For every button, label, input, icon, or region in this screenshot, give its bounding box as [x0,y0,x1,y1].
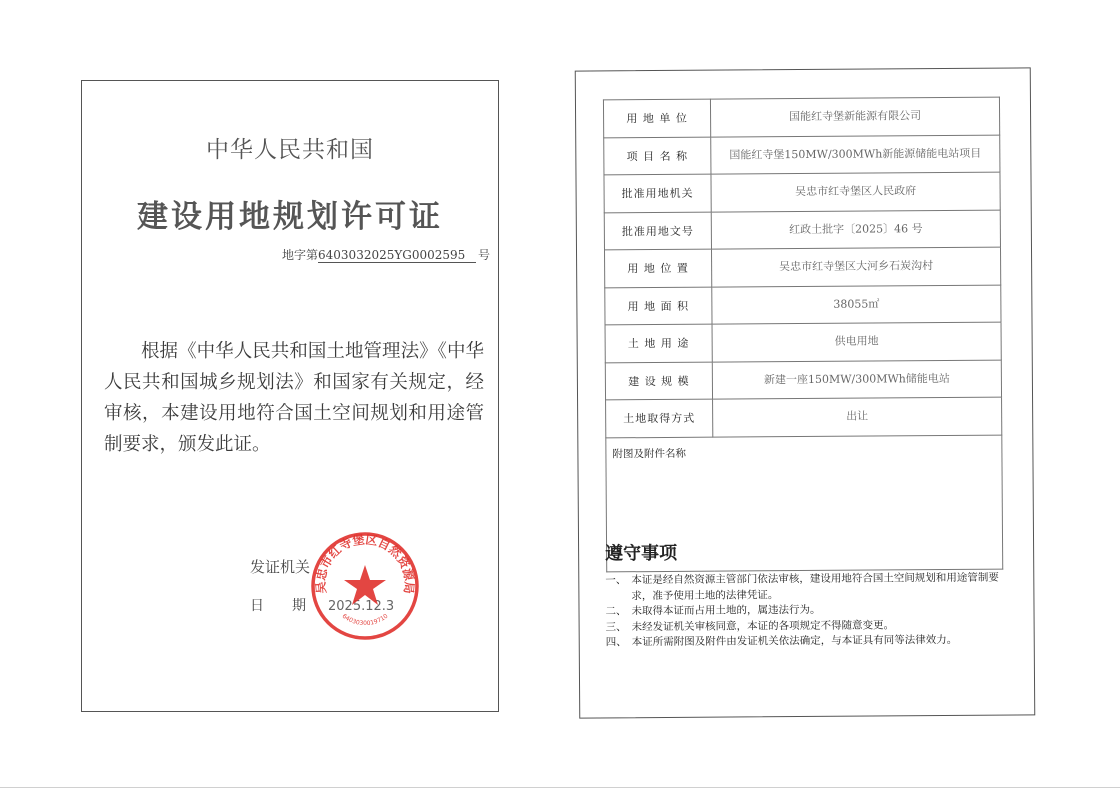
rule-item [606,633,1006,651]
rules-list [605,571,1006,651]
table-row [604,135,1000,175]
table-row [605,322,1001,362]
field-value: 供电用地 [712,322,1001,362]
certificate-title: 建设用地规划许可证 [137,199,443,235]
certificate-number-value: 6403032025YG0002595 [318,248,476,263]
field-label: 项 目 名 称 [604,137,711,175]
table-row [605,285,1001,325]
field-value: 红政土批字〔2025〕46 号 [711,210,1000,250]
certificate-number [282,246,490,263]
field-value: 出让 [713,397,1002,437]
field-label: 建 设 规 模 [605,362,712,400]
field-label: 批准用地机关 [604,174,711,212]
field-value: 国能红寺堡150MW/300MWh新能源储能电站项目 [711,135,1000,175]
rule-text: 本证所需附图及附件由发证机关依法确定，与本证具有同等法律效力。 [631,633,958,649]
rule-text: 未经发证机关审核同意，本证的各项规定不得随意变更。 [631,618,895,633]
field-label: 批准用地文号 [604,212,711,250]
svg-text:6403030019710 [341,613,390,627]
field-label: 用 地 单 位 [603,99,710,137]
field-value: 吴忠市红寺堡区大河乡石炭沟村 [711,247,1000,287]
field-value: 吴忠市红寺堡区人民政府 [711,172,1000,212]
land-info-table [603,97,1003,572]
rule-item [605,571,1005,605]
field-label: 土地取得方式 [606,399,713,437]
issuing-authority-label: 发证机关 [250,558,311,576]
rule-number: 四、 [605,636,627,649]
table-row [604,172,1000,212]
table-row [605,360,1001,400]
field-label: 土 地 用 途 [605,324,712,362]
table-row [604,247,1000,287]
field-value: 38055㎡ [712,285,1001,325]
field-value: 国能红寺堡新能源有限公司 [710,97,999,137]
table-row [604,210,1000,250]
official-seal [308,529,422,643]
certificate-right-page [575,67,1036,718]
rule-number: 三、 [605,620,627,633]
table-row [603,97,999,137]
scan-edge-line [0,787,1120,788]
certificate-number-suffix: 号 [478,248,491,262]
field-label: 用 地 面 积 [605,287,712,325]
issuance-basis-text: 根据《中华人民共和国土地管理法》《中华人民共和国城乡规划法》和国家有关规定，经审核，本建设用地符合国土空间规划和用途管制要求，颁发此证。 [104,341,484,455]
rule-text: 未取得本证而占用土地的，属违法行为。 [631,603,821,618]
certificate-left-page [81,80,499,712]
seal-code-text: 6403030019710 [340,612,390,628]
attachments-label: 附图及附件名称 [606,435,1003,572]
issue-date-value: 2025.12.3 [328,599,395,614]
rule-text: 本证是经自然资源主管部门依法审核，建设用地符合国土空间规划和用途管制要求，准予使用土地的法律凭证。 [631,571,999,602]
rules-heading: 遵守事项 [605,542,678,565]
field-value: 新建一座150MW/300MWh储能电站 [712,360,1001,400]
rule-number: 二、 [605,605,627,618]
certificate-number-prefix: 地字第 [282,248,319,262]
seal-org-text: 吴忠市红寺堡区自然资源局 [313,532,417,595]
table-row [606,397,1002,437]
issue-date-label: 日 期 [250,598,306,614]
rule-number: 一、 [605,574,627,587]
country-name: 中华人民共和国 [206,137,374,163]
field-label: 用 地 位 置 [604,249,711,287]
